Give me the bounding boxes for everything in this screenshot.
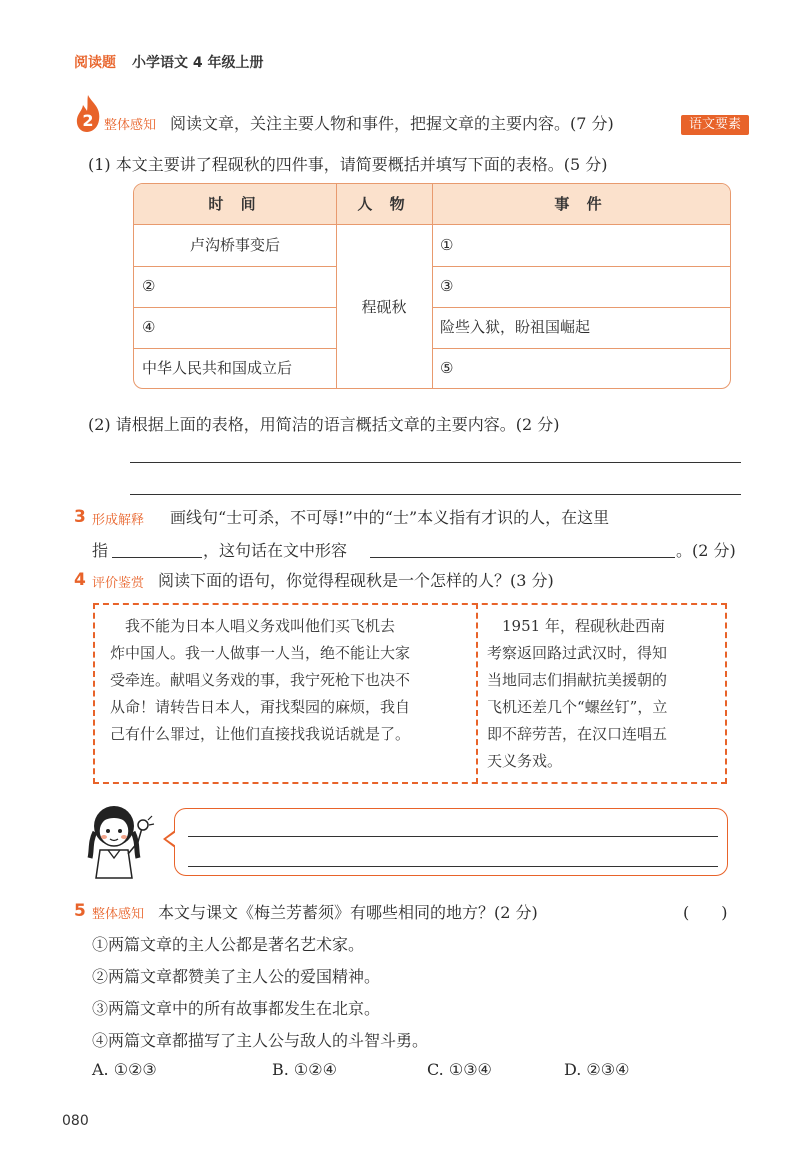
header-tag: 阅读题 [74,55,116,71]
q5-statement-1: ①两篇文章的主人公都是著名艺术家。 [92,935,365,954]
q2-number: 2 [82,111,94,130]
passage-divider [476,603,478,784]
time-cell-3[interactable]: ④ [142,318,156,336]
right-passage-line: 飞机还差几个“螺丝钉”，立 [487,698,668,716]
option-b[interactable]: B. ①②④ [272,1060,337,1079]
answer-bracket[interactable]: ( ) [683,903,728,922]
option-a[interactable]: A. ①②③ [92,1060,157,1079]
q3-tag: 形成解释 [92,513,145,528]
summary-table [133,183,731,389]
time-cell-1: 卢沟桥事变后 [189,236,280,254]
q3-line1: 画线句“士可杀，不可辱!”中的“士”本义指有才识的人，在这里 [170,508,610,527]
right-passage-line: 考察返回路过武汉时，得知 [487,644,668,662]
q2-sub2: (2) 请根据上面的表格，用简洁的语言概括文章的主要内容。(2 分) [88,415,560,434]
time-cell-2[interactable]: ② [142,277,156,295]
event-cell-4[interactable]: ⑤ [440,359,454,377]
q3-number: 3 [74,507,86,527]
right-passage-line: 即不辞劳苦，在汉口连唱五 [487,725,668,743]
yuwen-yaosu-badge: 语文要素 [681,115,749,135]
q2-tag: 整体感知 [104,118,157,133]
left-passage-line: 炸中国人。我一人做事一人当，绝不能让大家 [110,644,411,662]
header-person: 人 物 [357,195,411,213]
q5-statement-3: ③两篇文章中的所有故事都发生在北京。 [92,999,381,1018]
option-c[interactable]: C. ①③④ [427,1060,492,1079]
right-passage-line: 1951 年，程砚秋赴西南 [487,617,665,635]
right-passage-line: 当地同志们捐献抗美援朝的 [487,671,668,689]
header-title: 小学语文 4 年级上册 [132,55,264,71]
left-passage-line: 己有什么罪过，让他们直接找我说话就是了。 [110,725,411,743]
left-passage [110,613,470,748]
answer-line-2[interactable] [130,494,741,495]
event-cell-1[interactable]: ① [440,236,454,254]
header-event: 事 件 [554,195,608,213]
answer-line-1[interactable] [130,462,741,463]
q5-statement-2: ②两篇文章都赞美了主人公的爱国精神。 [92,967,381,986]
q5-number: 5 [74,901,86,921]
bubble-answer-line-1[interactable] [188,836,718,837]
bubble-tail-inner [166,832,176,846]
q3-line2-a: 指 [92,541,109,560]
q3-blank-1[interactable] [112,557,202,558]
bubble-answer-line-2[interactable] [188,866,718,867]
left-passage-line: 从命！请转告日本人，甭找梨园的麻烦，我自 [110,698,411,716]
q5-statement-4: ④两篇文章都描写了主人公与敌人的斗智斗勇。 [92,1031,429,1050]
q5-text: 本文与课文《梅兰芳蓄须》有哪些相同的地方？(2 分) [158,903,538,922]
q4-number: 4 [74,570,86,590]
q3-blank-2[interactable] [370,557,675,558]
q4-text: 阅读下面的语句，你觉得程砚秋是一个怎样的人？(3 分) [158,571,554,590]
q2-text: 阅读文章，关注主要人物和事件，把握文章的主要内容。(7 分) [170,114,614,133]
event-cell-2[interactable]: ③ [440,277,454,295]
q5-tag: 整体感知 [92,907,145,922]
time-cell-4: 中华人民共和国成立后 [142,359,293,377]
q2-sub1: (1) 本文主要讲了程砚秋的四件事，请简要概括并填写下面的表格。(5 分) [88,155,608,174]
flame-icon [74,93,102,133]
q3-line2-c: 。(2 分) [676,541,736,560]
event-cell-3: 险些入狱，盼祖国崛起 [440,318,591,336]
q3-line2-b: ，这句话在文中形容 [203,541,348,560]
page-number: 080 [62,1113,89,1129]
left-passage-line: 受牵连。献唱义务戏的事，我宁死枪下也决不 [110,671,411,689]
left-passage-line: 我不能为日本人唱义务戏叫他们买飞机去 [110,617,396,635]
person-cell: 程砚秋 [361,298,407,316]
right-passage [487,613,723,775]
girl-illustration-icon [80,798,160,880]
option-d[interactable]: D. ②③④ [564,1060,630,1079]
q4-tag: 评价鉴赏 [92,576,145,591]
right-passage-line: 天义务戏。 [487,752,563,770]
header-time: 时 间 [208,195,262,213]
